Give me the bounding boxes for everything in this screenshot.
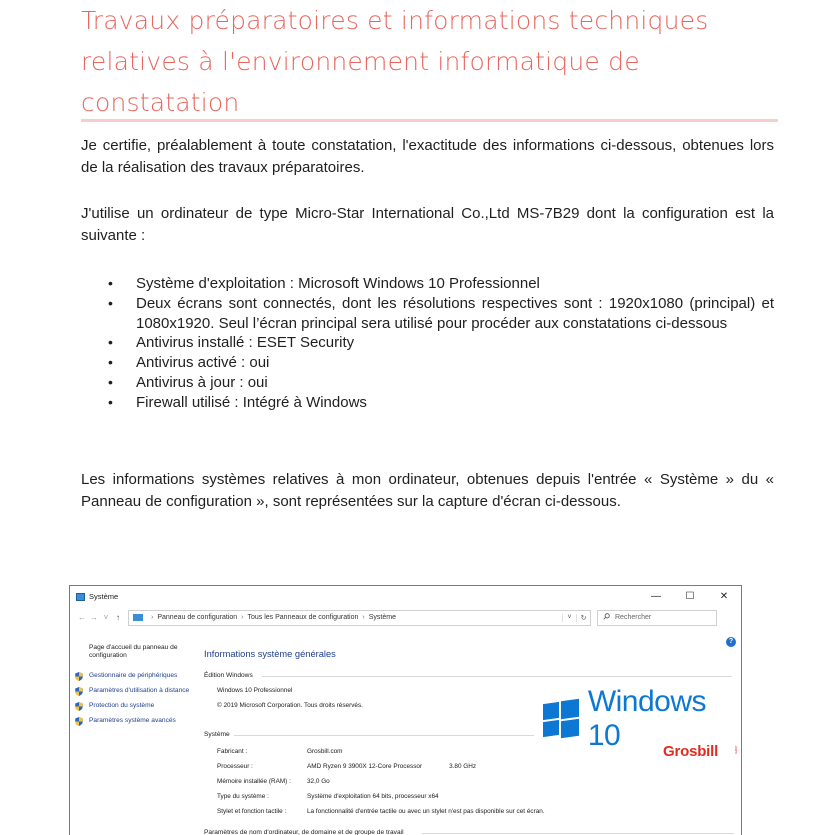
info-row [217, 763, 476, 771]
system-window-icon [76, 593, 85, 601]
left-pane [70, 630, 190, 732]
up-arrow-icon[interactable]: ↑ [116, 613, 120, 622]
info-value: Grosbill.com [307, 748, 343, 755]
address-bar-row [70, 607, 741, 628]
breadcrumb-control-panel[interactable]: Panneau de configuration [157, 614, 238, 621]
address-field[interactable] [128, 610, 591, 626]
page-heading [81, 0, 781, 123]
remote-settings-link[interactable] [70, 687, 190, 696]
refresh-icon[interactable]: ↻ [576, 614, 590, 622]
info-key: Processeur : [217, 763, 253, 770]
info-key: Mémoire installée (RAM) : [217, 778, 291, 785]
advanced-settings-link[interactable] [70, 717, 190, 726]
windows-logo-icon [543, 700, 578, 738]
system-section-label: Système [204, 731, 230, 738]
oem-logo: Grosbill [663, 743, 719, 760]
section-divider [234, 735, 534, 736]
list-item: • Système d'exploitation : Microsoft Windows 10 Professionnel [108, 274, 774, 294]
list-item: • Deux écrans sont connectés, dont les résolutions respectives sont : 1920x1080 (principal) et 1080x1920. Seul l’écran principal sera utilisé pour procéder aux constatations ci-dessous [108, 294, 774, 334]
info-key: Stylet et fonction tactile : [217, 808, 287, 815]
info-row [217, 748, 343, 756]
computer-name-section-label: Paramètres de nom d'ordinateur, de domaine et de groupe de travail [204, 829, 404, 835]
info-value: 32,0 Go [307, 778, 330, 785]
computer-paragraph: J'utilise un ordinateur de type Micro-Star International Co.,Ltd MS-7B29 dont la configuration est la suivante : [81, 205, 774, 244]
search-input[interactable] [597, 610, 717, 626]
system-protection-link[interactable] [70, 702, 190, 711]
link-label: Gestionnaire de périphériques [89, 672, 178, 679]
list-item: • Antivirus à jour : oui [108, 373, 774, 393]
maximize-button[interactable]: ☐ [685, 591, 695, 602]
info-row [217, 778, 330, 786]
info-value: Système d'exploitation 64 bits, processeur x64 [307, 793, 439, 800]
history-chevron-icon[interactable]: ˅ [103, 613, 109, 622]
info-key: Fabricant : [217, 748, 248, 755]
shield-icon [75, 687, 83, 696]
window-titlebar [70, 586, 741, 607]
search-placeholder: Rechercher [615, 614, 652, 621]
heading-line-3: constatation [81, 88, 240, 117]
address-dropdown-icon[interactable]: ˅ [562, 614, 576, 622]
window-title: Système [89, 592, 119, 601]
breadcrumb-system[interactable]: Système [368, 614, 396, 621]
info-row [217, 793, 439, 801]
oem-logo-suffix: .com [734, 745, 739, 754]
section-divider [422, 833, 734, 834]
info-value: AMD Ryzen 9 3900X 12-Core Processor [307, 763, 423, 770]
info-value: La fonctionnalité d'entrée tactile ou avec un stylet n'est pas disponible sur cet écran. [307, 808, 545, 815]
list-item: • Antivirus activé : oui [108, 353, 774, 373]
device-manager-link[interactable] [70, 672, 190, 681]
breadcrumb-separator: › [151, 614, 154, 621]
forward-arrow-icon[interactable]: → [90, 613, 98, 622]
heading-line-1: Travaux préparatoires et informations techniques [81, 6, 709, 35]
system-info-paragraph: Les informations systèmes relatives à mon ordinateur, obtenues depuis l'entrée « Système » du « Panneau de configuration », sont représentées sur la capture d'écran ci-dessous. [81, 471, 774, 510]
section-divider [262, 676, 732, 677]
control-panel-icon [133, 614, 143, 621]
list-item: • Antivirus installé : ESET Security [108, 333, 774, 353]
link-label: Paramètres système avancés [89, 717, 176, 724]
minimize-button[interactable]: — [651, 591, 661, 602]
list-item: • Firewall utilisé : Intégré à Windows [108, 393, 774, 413]
windows-logo-text: Windows 10 [587, 685, 707, 752]
breadcrumb-all-panels[interactable]: Tous les Panneaux de configuration [247, 614, 359, 621]
system-window-screenshot [69, 585, 742, 835]
link-label: Paramètres d'utilisation à distance [89, 687, 190, 694]
help-icon[interactable]: ? [726, 637, 736, 647]
info-row [217, 808, 545, 816]
back-arrow-icon[interactable]: ← [78, 613, 86, 622]
certification-paragraph: Je certifie, préalablement à toute constatation, l'exactitude des informations ci-dessous, obtenues lors de la réalisation des travaux préparatoires. [81, 137, 774, 176]
copyright-text: © 2019 Microsoft Corporation. Tous droits réservés. [217, 702, 363, 709]
configuration-list [108, 274, 774, 413]
heading-divider [81, 119, 778, 122]
link-label: Protection du système [89, 702, 155, 709]
shield-icon [75, 702, 83, 711]
close-button[interactable]: ✕ [719, 591, 729, 602]
edition-section-label: Édition Windows [204, 672, 253, 679]
main-title: Informations système générales [204, 649, 336, 659]
heading-line-2: relatives à l'environnement informatique de [81, 47, 640, 76]
edition-name: Windows 10 Professionnel [217, 687, 293, 694]
search-icon [603, 613, 610, 622]
info-extra: 3.80 GHz [449, 763, 477, 770]
breadcrumb-separator: › [241, 614, 244, 621]
shield-icon [75, 717, 83, 726]
control-panel-home-link[interactable]: Page d'accueil du panneau de configuration [89, 644, 178, 659]
shield-icon [75, 672, 83, 681]
breadcrumb-separator: › [362, 614, 365, 621]
info-key: Type du système : [217, 793, 269, 800]
